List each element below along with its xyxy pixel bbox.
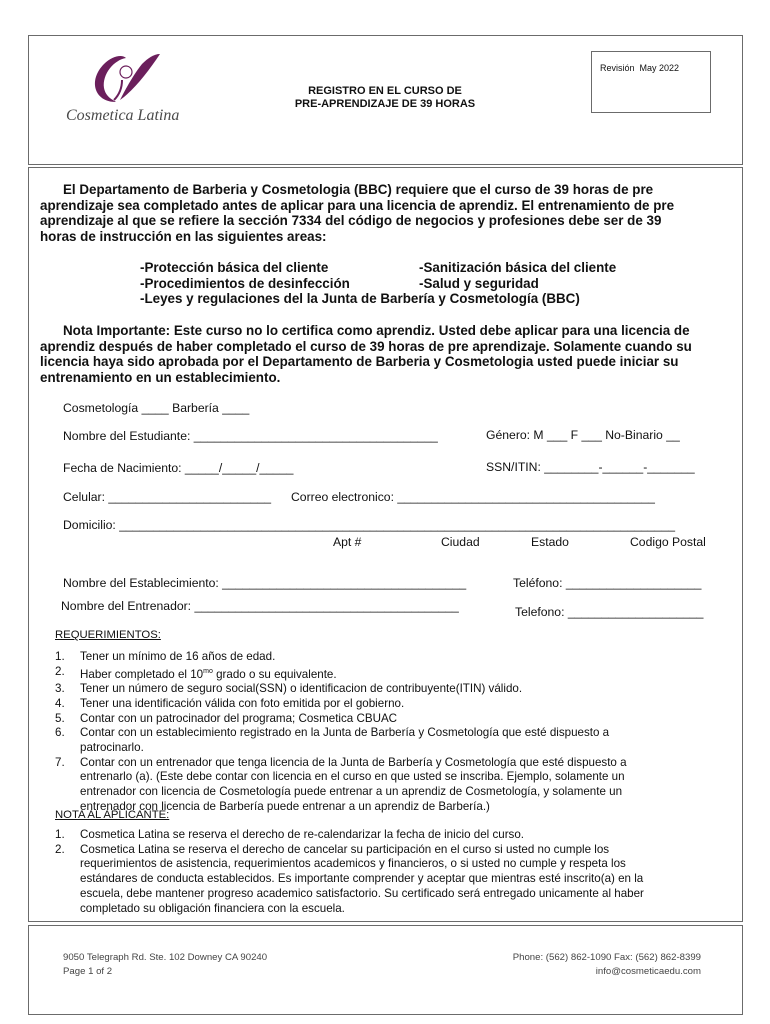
establishment-phone-field[interactable]: Teléfono: ____________________ — [513, 576, 702, 590]
applicant-note-item — [55, 828, 735, 843]
area-3: -Procedimientos de desinfección — [140, 276, 350, 291]
email-field[interactable]: Correo electronico: ______________________________________ — [291, 490, 655, 504]
requirement-line: Tener una identificación válida con foto emitida por el gobierno. — [80, 696, 405, 710]
logo-mark — [64, 50, 184, 108]
applicant-note-line: Cosmetica Latina se reserva el derecho de cancelar su participación en el curso si usted no cumple los — [80, 842, 610, 856]
requirement-line: Tener un número de seguro social(SSN) o identificacion de contribuyente(ITIN) válido. — [80, 682, 523, 696]
applicant-note-item — [55, 843, 735, 917]
requirement-line: entrenador con licencia de Cosmetología puede entrenar a un aprendiz de Cosmetología, y solamente un — [80, 785, 623, 799]
trainer-name-field[interactable]: Nombre del Entrenador: _______________________________________ — [61, 599, 459, 613]
footer-address: 9050 Telegraph Rd. Ste. 102 Downey CA 90240 Page 1 of 2 — [63, 952, 268, 977]
requirement-line: Contar con un establecimiento registrado en la Junta de Barbería y Cosmetología que esté dispuesto a — [80, 726, 610, 740]
area-1: -Protección básica del cliente — [140, 260, 329, 275]
requirement-item — [55, 650, 735, 665]
state-label: Estado — [531, 535, 569, 549]
requirement-number: 6. — [55, 726, 65, 740]
revision-box — [591, 51, 711, 113]
important-note: Nota Importante: Este curso no lo certifica como aprendiz. Usted debe aplicar para una licencia de aprendiz después de haber completado el curso de 39 horas de pre aprendizaje. Solamente cuando su licencia haya sido aprobada por el Departamento de Barberia y Cosmetologia usted puede iniciar su entrenamiento en un establecimiento. — [40, 323, 692, 385]
requirement-item — [55, 682, 735, 697]
establishment-name-field[interactable]: Nombre del Establecimiento: ____________________________________ — [63, 576, 467, 590]
requirement-line: entrenarlo (a). (Este debe contar con licencia en el curso en que usted se inscriba. Ejemplo, solamente un — [80, 770, 625, 784]
requirement-line: Contar con un entrenador que tenga licencia de la Junta de Barbería y Cosmetología que esté dispuesto a — [80, 755, 627, 769]
requirements-list — [55, 650, 735, 815]
requirement-item — [55, 712, 735, 727]
page-title: REGISTRO EN EL CURSO DE PRE-APRENDIZAJE DE 39 HORAS — [294, 85, 476, 110]
applicant-note-line: requerimientos de asistencia, requerimientos academicos y financieros, o si usted no cumple y respeta los — [80, 857, 626, 871]
requirements-heading: REQUERIMIENTOS: — [55, 629, 161, 641]
requirement-number: 5. — [55, 711, 65, 725]
cell-phone-field[interactable]: Celular: ________________________ — [63, 490, 272, 504]
applicant-note-heading: NOTA AL APLICANTE: — [55, 809, 170, 821]
requirement-item — [55, 756, 735, 815]
page-number: Page 1 of 2 — [63, 965, 113, 977]
trainer-phone-field[interactable]: Telefono: ____________________ — [515, 605, 704, 619]
program-selection-field[interactable]: Cosmetología ____ Barbería ____ — [63, 401, 250, 415]
apt-label: Apt # — [333, 535, 362, 549]
gender-field[interactable]: Género: M ___ F ___ No-Binario __ — [486, 428, 680, 442]
requirement-number: 4. — [55, 696, 65, 710]
applicant-note-list — [55, 828, 735, 916]
birth-date-field[interactable]: Fecha de Nacimiento: _____/_____/_____ — [63, 461, 294, 475]
applicant-note-number: 1. — [55, 828, 65, 841]
area-5: -Leyes y regulaciones del la Junta de Barbería y Cosmetología (BBC) — [140, 291, 580, 306]
applicant-note-line: escuela, debe mantener progreso academico satisfactorio. Su certificado será entregado unicamente al haber — [80, 886, 644, 900]
logo-text: Cosmetica Latina — [66, 107, 180, 124]
revision-label: Revisión May 2022 — [600, 63, 680, 73]
requirement-number: 2. — [55, 664, 65, 678]
requirement-line: Tener un mínimo de 16 años de edad. — [80, 650, 276, 663]
applicant-note-line: Cosmetica Latina se reserva el derecho de re-calendarizar la fecha de inicio del curso. — [80, 828, 525, 841]
footer-phone: Phone: (562) 862-1090 Fax: (562) 862-8399 — [512, 952, 701, 963]
applicant-note-number: 2. — [55, 842, 65, 856]
footer-contact — [513, 951, 701, 978]
address-field[interactable]: Domicilio: __________________________________________________________________________________ — [63, 518, 676, 532]
requirement-item — [55, 726, 735, 755]
requirement-item — [55, 697, 735, 712]
area-2: -Sanitización básica del cliente — [419, 260, 617, 275]
student-name-field[interactable]: Nombre del Estudiante: ____________________________________ — [63, 429, 438, 443]
requirement-line: Contar con un patrocinador del programa; Cosmetica CBUAC — [80, 711, 398, 725]
requirement-line: entrenador con licencia de Barbería puede entrenar a un aprendiz de Barbería.) — [80, 799, 490, 813]
zip-label: Codigo Postal — [630, 535, 706, 549]
requirement-line: patrocinarlo. — [80, 741, 144, 755]
requirement-number: 3. — [55, 682, 65, 696]
requirement-number: 7. — [55, 755, 65, 769]
requirement-item — [55, 665, 735, 683]
requirement-line: Haber completado el $10^{mo}$ grado o su equivalente. — [80, 667, 337, 681]
requirement-number: 1. — [55, 650, 65, 663]
area-4: -Salud y seguridad — [419, 276, 539, 291]
footer-email: info@cosmeticaedu.com — [595, 965, 701, 977]
city-label: Ciudad — [441, 535, 480, 549]
ssn-field[interactable]: SSN/ITIN: ________-______-_______ — [486, 460, 695, 474]
logo — [64, 50, 184, 125]
applicant-note-line: estándares de conducta establecidos. Es importante comprender y aceptar que mientras esté inscrito(a) en la — [80, 872, 644, 886]
intro-paragraph: El Departamento de Barberia y Cosmetologia (BBC) requiere que el curso de 39 horas de pre aprendizaje sea completado antes de aplicar para una licencia de aprendiz. El entrenamiento de pre aprendizaje al que se refiere la sección 7334 del código de negocios y profesiones debe ser de 39 horas de instrucción en las siguientes areas: — [40, 182, 675, 244]
applicant-note-line: completado su obligación financiera con la escuela. — [80, 901, 345, 915]
